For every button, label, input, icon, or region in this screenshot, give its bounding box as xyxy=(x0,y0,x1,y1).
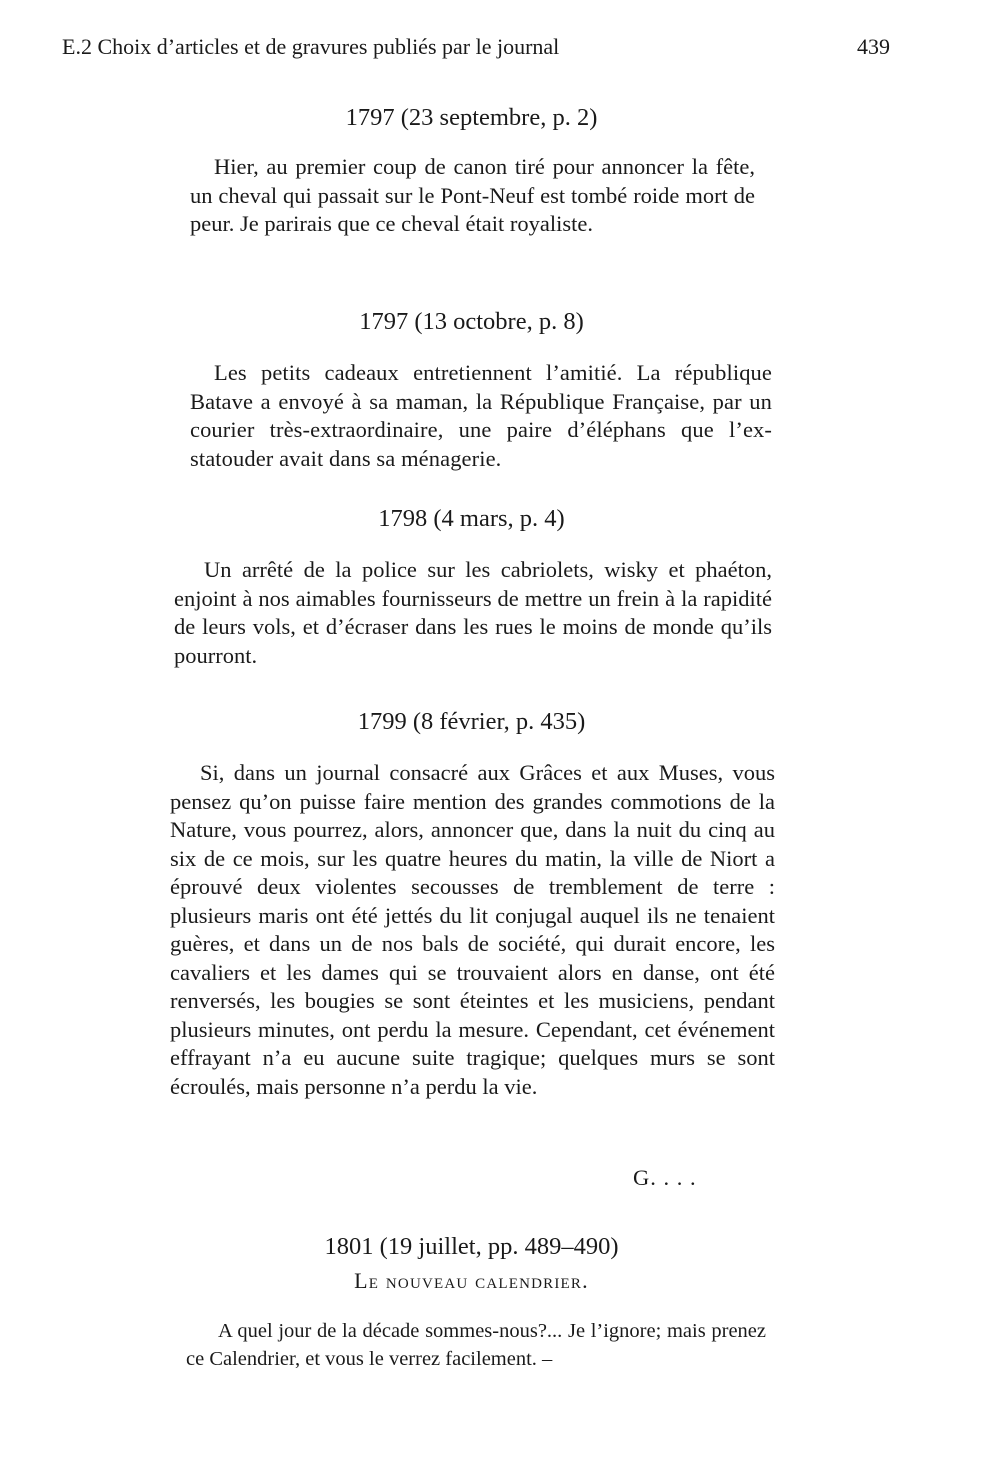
entry-heading: 1798 (4 mars, p. 4) xyxy=(378,505,565,532)
entry-text xyxy=(186,1317,766,1373)
entry-heading: 1799 (8 février, p. 435) xyxy=(357,708,586,735)
entry-text xyxy=(190,153,755,239)
entry-text xyxy=(174,556,772,670)
entry-text-content: Les petits cadeaux entretiennent l’amitié. La république Batave a envoyé à sa maman, la République Française, par un courier très-extraordinaire, une paire d’éléphans que l’ex-statouder avait dans sa ménagerie. xyxy=(190,360,772,471)
entry-heading: 1801 (19 juillet, pp. 489–490) xyxy=(324,1233,619,1260)
entry-text-content: Un arrêté de la police sur les cabriolets, wisky et phaéton, enjoint à nos aimables fournisseurs de mettre un frein à la rapidité de leurs vols, et d’écraser dans les rues le moins de monde qu’ils pourront. xyxy=(174,557,772,668)
entry-text-content: Si, dans un journal consacré aux Grâces et aux Muses, vous pensez qu’on puisse faire mention des grandes commotions de la Nature, vous pourrez, alors, annoncer que, dans la nuit du cinq au six de ce mois, sur les quatre heures du matin, la ville de Niort a éprouvé deux violentes secousses de tremblement de terre : plusieurs maris ont été jettés du lit conjugal auquel ils ne tenaient guères, et dans un de nos bals de société, qui durait encore, les cavaliers et les dames qui se trouvaient alors en danse, ont été renversés, les bougies se sont éteintes et les musiciens, pendant plusieurs minutes, ont perdu la mesure. Cependant, cet événement effrayant n’a eu aucune suite tragique; quelques murs se sont écroulés, mais personne n’a perdu la vie. xyxy=(170,760,775,1099)
entry-text-content: Hier, au premier coup de canon tiré pour annoncer la fête, un cheval qui passait sur le Pont-Neuf est tombé roide mort de peur. Je parirais que ce cheval était royaliste. xyxy=(190,154,755,236)
entry-text xyxy=(170,759,775,1101)
entry-heading: 1797 (13 octobre, p. 8) xyxy=(359,308,584,335)
running-head xyxy=(62,30,890,64)
entry-heading: 1797 (23 septembre, p. 2) xyxy=(345,104,598,131)
entry-text-content: A quel jour de la décade sommes-nous?... Je l’ignore; mais prenez ce Calendrier, et vous le verrez facilement. – xyxy=(186,1320,766,1370)
page-number: 439 xyxy=(857,34,890,59)
entry-subheading: Le nouveau calendrier. xyxy=(354,1268,589,1293)
running-head-title: E.2 Choix d’articles et de gravures publiés par le journal xyxy=(62,34,560,59)
author-signature: G. . . . xyxy=(633,1165,697,1190)
entry-text xyxy=(190,359,772,473)
